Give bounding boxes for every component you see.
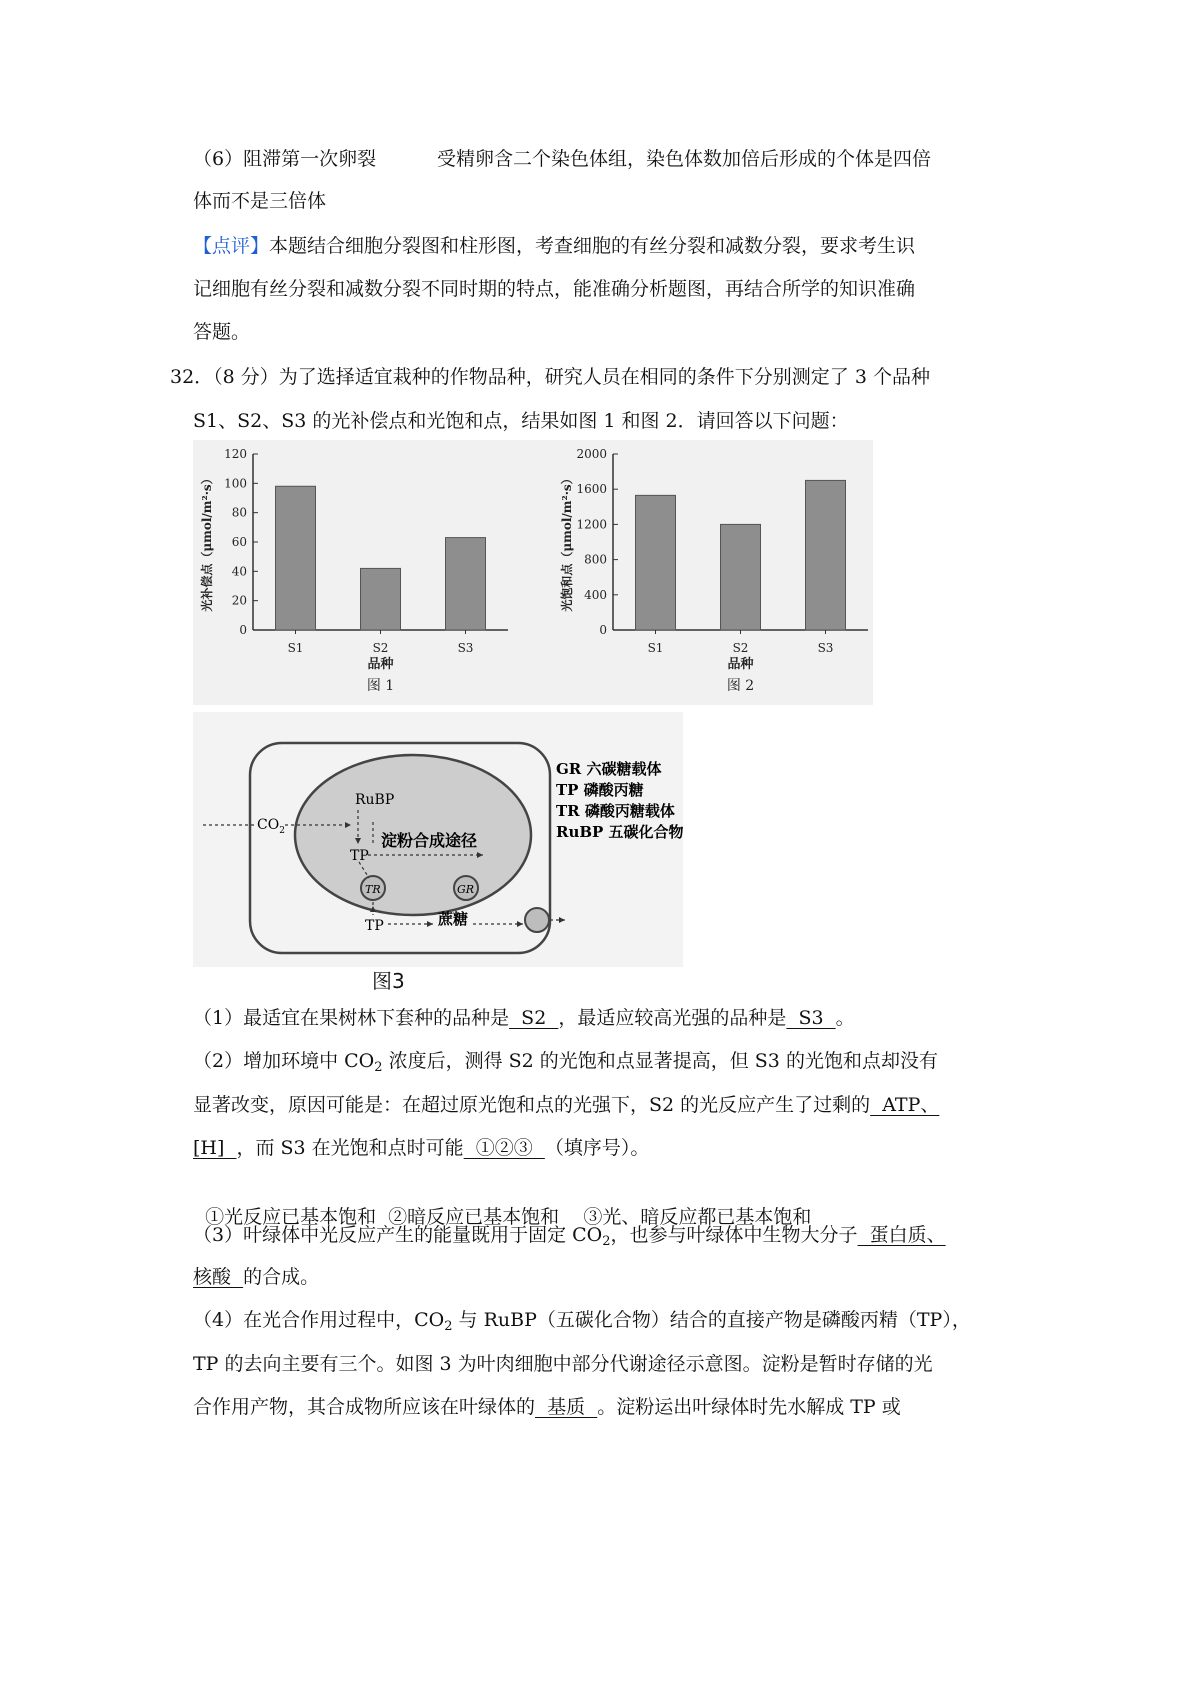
chart-2-y-tick-label: 2000 <box>576 447 607 461</box>
starch-pathway-label: 淀粉合成途径 <box>381 831 478 850</box>
chart-2-caption: 图 2 <box>726 678 755 694</box>
chart-1-y-tick-label: 100 <box>224 476 247 491</box>
chart-1-bar-s1 <box>276 486 316 630</box>
chart-2-y-tick-label: 400 <box>584 587 607 602</box>
part-3-co2-subscript: 2 <box>602 1234 611 1249</box>
chart-2-y-tick-label: 800 <box>584 552 607 567</box>
figure-3 <box>193 712 683 967</box>
chart-1-x-label: 品种 <box>367 657 394 672</box>
chart-1-y-tick-label: 0 <box>239 623 247 637</box>
tr-label: TR <box>365 883 381 896</box>
chart-1-y-tick-label: 40 <box>231 564 247 579</box>
chart-2-bar-s2 <box>721 524 761 630</box>
comment-tag: 【点评】 <box>193 235 270 257</box>
part-1 <box>193 1005 855 1031</box>
part-2-answer-2: ①②③ <box>463 1137 545 1159</box>
legend-rubp: RuBP 五碳化合物 <box>556 823 683 841</box>
question-stem-line-1: 32．（8 分）为了选择适宜栽种的作物品种，研究人员在相同的条件下分别测定了 3 个品种 <box>170 366 930 388</box>
part-4-co2-subscript: 2 <box>444 1319 453 1334</box>
part-2-line-2-text: 显著改变，原因可能是：在超过原光饱和点的光强下，S2 的光反应产生了过剩的 <box>193 1094 871 1116</box>
chart-2-x-label: 品种 <box>727 657 754 672</box>
bar-charts <box>193 440 873 705</box>
part-1-text-b: ，最适应较高光强的品种是 <box>558 1007 787 1029</box>
part-4-line-2: TP 的去向主要有三个。如图 3 为叶肉细胞中部分代谢途径示意图。淀粉是暂时存储的光 <box>193 1353 933 1375</box>
tp-label-cytosol: TP <box>365 918 384 934</box>
part-3-answer-a: 蛋白质、 <box>857 1224 946 1246</box>
legend-gr: GR 六碳糖载体 <box>556 760 662 778</box>
chart-1-bar-s3 <box>446 538 486 630</box>
chart-2-x-tick-label: S2 <box>732 641 749 655</box>
figure-3-caption: 图3 <box>372 969 405 993</box>
tp-label-inside: TP <box>350 848 369 864</box>
chart-1-x-tick-label: S2 <box>372 641 389 655</box>
legend-tr: TR 磷酸丙糖载体 <box>556 802 675 820</box>
prev-answer-continuation: 体而不是三倍体 <box>193 190 327 212</box>
part-1-answer-2: S3 <box>786 1007 836 1029</box>
part-4-line-3-text-a: 合作用产物，其合成物所应该在叶绿体的 <box>193 1396 536 1418</box>
part-4-line-1 <box>193 1307 971 1340</box>
comment-line-3: 答题。 <box>193 321 251 343</box>
chart-1-y-tick-label: 20 <box>231 593 247 608</box>
part-2-text-a: （2）增加环境中 CO <box>193 1050 375 1072</box>
part-2-co2-subscript: 2 <box>374 1060 383 1075</box>
part-3-line-1 <box>193 1222 946 1255</box>
co2-label: $CO_2$ <box>257 817 285 836</box>
legend-tp: TP 磷酸丙糖 <box>556 781 644 799</box>
part-1-text-c: 。 <box>835 1007 855 1029</box>
part-2-line-2 <box>193 1092 939 1118</box>
chart-1-caption: 图 1 <box>366 678 395 694</box>
chart-2-y-tick-label: 1200 <box>576 517 607 532</box>
chart-2-bar-s3 <box>806 480 846 630</box>
membrane-transporter <box>525 908 549 932</box>
part-2-text-b: 浓度后，测得 S2 的光饱和点显著提高，但 S3 的光饱和点却没有 <box>382 1050 938 1072</box>
question-stem-line-2: S1、S2、S3 的光补偿点和光饱和点，结果如图 1 和图 2．请回答以下问题： <box>193 410 849 432</box>
rubp-label: RuBP <box>355 792 395 808</box>
figure-1-2 <box>193 440 873 705</box>
chart-1-x-tick-label: S3 <box>457 641 474 655</box>
part-2-fill-hint: （填序号）。 <box>544 1137 650 1159</box>
chart-1-y-tick-label: 60 <box>231 535 247 549</box>
sucrose-label: 蔗糖 <box>438 910 469 928</box>
prev-answer-part-b: 受精卵含二个染色体组，染色体数加倍后形成的个体是四倍 <box>437 148 932 170</box>
chart-1-bar-s2 <box>361 568 401 630</box>
part-3-text-b: ，也参与叶绿体中生物大分子 <box>610 1224 858 1246</box>
gr-label: GR <box>457 883 475 896</box>
part-3-line-2 <box>193 1264 319 1290</box>
part-4-text-b: 与 RuBP（五碳化合物）结合的直接产物是磷酸丙精（TP）， <box>452 1309 971 1331</box>
chart-1-x-tick-label: S1 <box>287 641 304 655</box>
part-3-answer-b: 核酸 <box>193 1266 244 1288</box>
chart-1-y-tick-label: 80 <box>231 505 247 520</box>
part-2-line-3-text: ，而 S3 在光饱和点时可能 <box>236 1137 464 1159</box>
comment-line-1: 本题结合细胞分裂图和柱形图，考查细胞的有丝分裂和减数分裂，要求考生识 <box>269 235 916 257</box>
part-2-line-3 <box>193 1135 649 1161</box>
part-3-text-a: （3）叶绿体中光反应产生的能量既用于固定 CO <box>193 1224 603 1246</box>
part-3-text-c: 的合成。 <box>243 1266 320 1288</box>
chart-2-y-label: 光饱和点（μmol/m²·s） <box>560 472 574 612</box>
chart-1-y-label: 光补偿点（μmol/m²·s） <box>200 472 214 612</box>
part-2-answer-1a: ATP、 <box>870 1094 940 1116</box>
part-2-options: ①光反应已基本饱和 ②暗反应已基本饱和 ③光、暗反应都已基本饱和 <box>205 1206 812 1228</box>
part-2-answer-1b: [H] <box>193 1137 237 1159</box>
chart-2-x-tick-label: S3 <box>817 641 834 655</box>
part-4-line-3-text-b: 。淀粉运出叶绿体时先水解成 TP 或 <box>597 1396 901 1418</box>
part-4-line-3 <box>193 1394 901 1420</box>
chart-2-y-tick-label: 0 <box>599 623 607 637</box>
part-1-answer-1: S2 <box>509 1007 559 1029</box>
comment-paragraph <box>193 233 915 259</box>
part-4-answer: 基质 <box>535 1396 598 1418</box>
prev-answer-part-a: （6）阻滞第一次卵裂 <box>193 148 377 170</box>
part-2-line-1 <box>193 1048 938 1081</box>
metabolic-pathway-diagram <box>193 712 683 967</box>
chart-2-x-tick-label: S1 <box>647 641 664 655</box>
chart-2-y-tick-label: 1600 <box>576 482 607 497</box>
chart-2-bar-s1 <box>636 495 676 630</box>
part-1-text-a: （1）最适宜在果树林下套种的品种是 <box>193 1007 510 1029</box>
comment-line-2: 记细胞有丝分裂和减数分裂不同时期的特点，能准确分析题图，再结合所学的知识准确 <box>193 278 916 300</box>
chart-1-y-tick-label: 120 <box>224 447 247 461</box>
part-4-text-a: （4）在光合作用过程中，CO <box>193 1309 445 1331</box>
